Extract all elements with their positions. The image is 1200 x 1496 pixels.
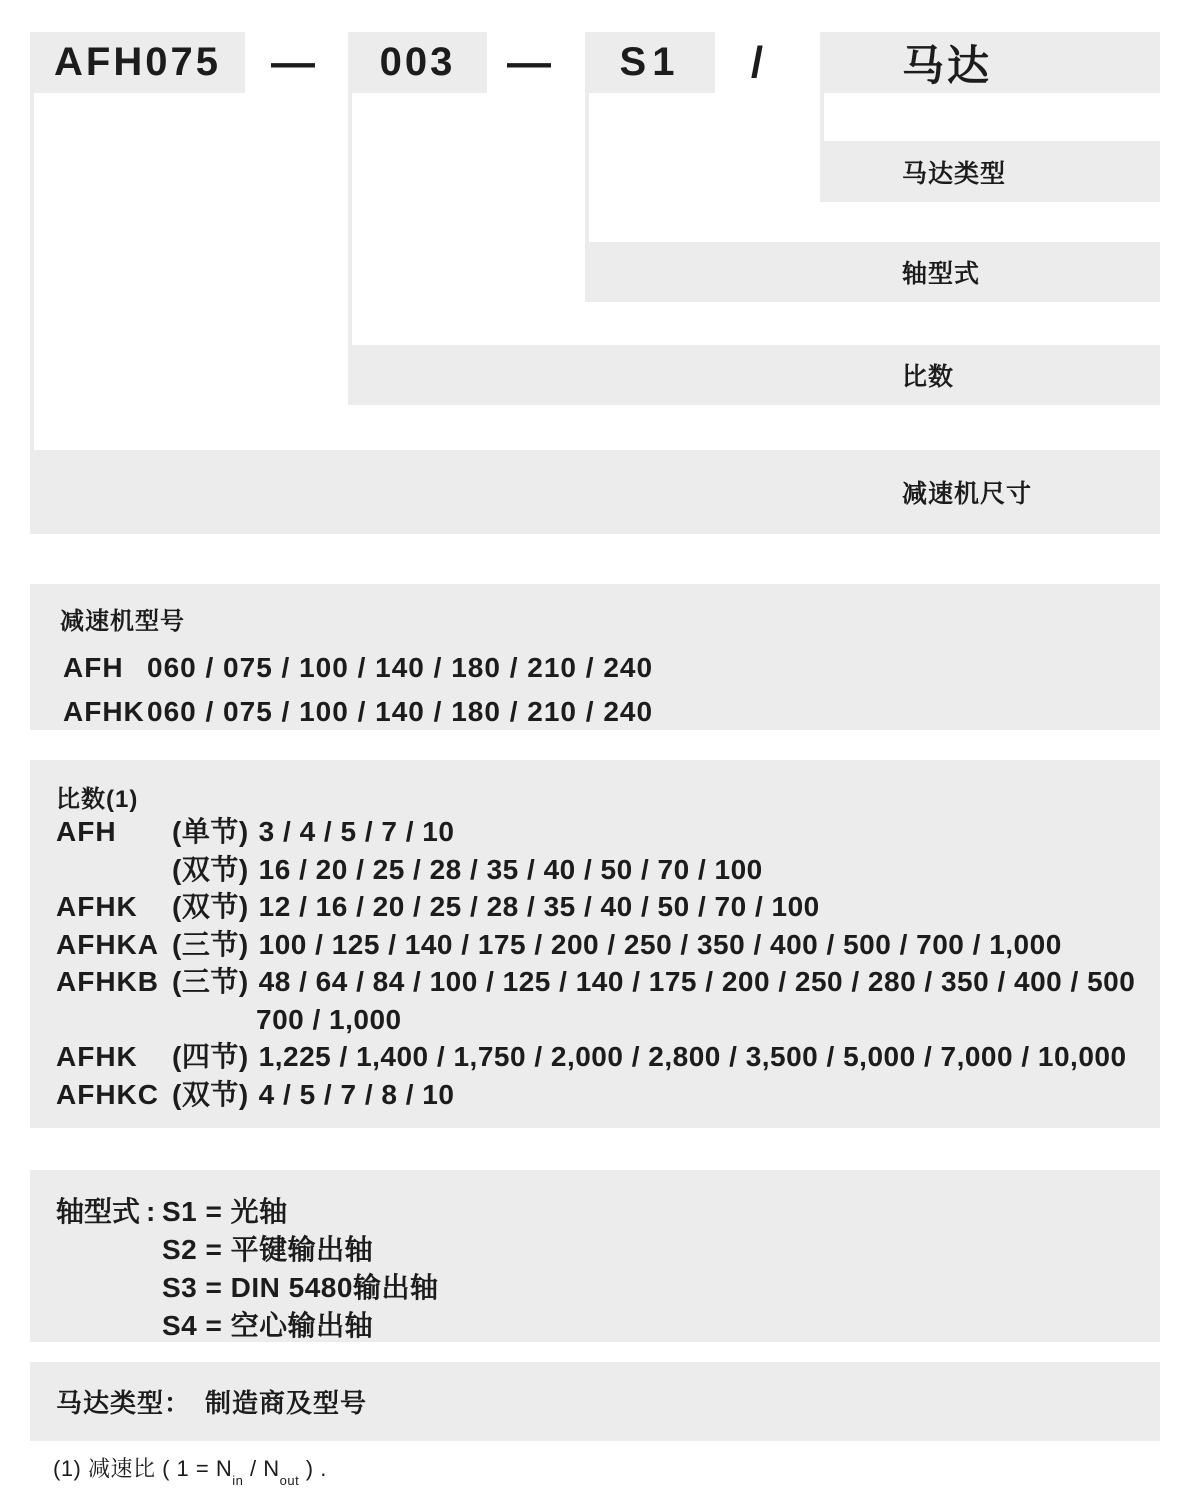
label-bar-motor-type [820,141,1160,202]
ratio-values: 48 / 64 / 84 / 100 / 125 / 140 / 175 / 200 / 250 / 280 / 350 / 400 / 500 [258,966,1136,997]
label-bar-ratio [348,345,1160,405]
ratio-row [30,1038,1160,1076]
subscript-in: in [232,1473,244,1489]
code-box-shaft-type [585,32,715,93]
ratio-row [30,813,1160,851]
model-row [30,694,1160,730]
code-separator-dash-2 [494,32,564,93]
label-frame-size: 减速机尺寸 [902,480,1033,508]
label-motor-type: 马达类型 [902,159,1007,188]
code-box-frame-size [30,32,245,93]
ratio-stage: (双节) [172,1079,249,1110]
connector-frame-size [30,93,34,450]
shaft-option: S4 = 空心输出轴 [162,1310,374,1341]
ratio-values: 16 / 20 / 25 / 28 / 35 / 40 / 50 / 70 / 100 [258,854,763,885]
shaft-option: S3 = DIN 5480输出轴 [162,1272,439,1303]
label-bar-shaft-type [585,242,1160,302]
ratio-series-name: AFH [56,816,117,847]
ratio-series-name: AFHKC [56,1079,159,1110]
ratio-stage: (三节) [172,966,249,997]
ratio-stage: (双节) [172,891,249,922]
shaft-row [30,1193,1160,1231]
shaft-colon: : [146,1196,156,1227]
motor-type-description: 制造商及型号 [205,1388,368,1418]
ratio-row [30,851,1160,889]
model-name: AFHK [63,696,145,727]
code-separator-dash-1 [258,32,328,93]
ratio-series-name: AFHK [56,1041,138,1072]
ratio-values: 12 / 16 / 20 / 25 / 28 / 35 / 40 / 50 / 70 / 100 [258,891,820,922]
ratio-values: 4 / 5 / 7 / 8 / 10 [258,1079,455,1110]
code-box-ratio [348,32,487,93]
ratio-row [30,963,1160,1001]
slash-text: / [750,37,764,87]
section-title-motor-type: 马达类型： [56,1388,192,1418]
dash-text: — [507,37,551,87]
ratio-stage: (三节) [172,929,249,960]
label-bar-frame-size [30,450,1160,534]
code-shaft-text: S1 [619,40,681,84]
section-title-reducer-model: 减速机型号 [60,608,185,635]
section-ratio [30,760,1160,1128]
model-values: 060 / 075 / 100 / 140 / 180 / 210 / 240 [147,652,654,683]
ratio-series-name: AFHKB [56,966,159,997]
footnote-ratio-definition: (1) 减速比 ( $1 = N_{in} / N_{out}$ ) . [53,1456,327,1489]
connector-shaft-type [585,92,589,242]
code-ratio-text: 003 [379,40,456,84]
label-shaft-type: 轴型式 [902,260,981,288]
ratio-values: 100 / 125 / 140 / 175 / 200 / 250 / 350 / 400 / 500 / 700 / 1,000 [258,929,1062,960]
shaft-row [30,1231,1160,1269]
subscript-out: out [279,1473,300,1489]
code-frame-size-text: AFH075 [54,40,221,84]
dash-text: — [271,37,315,87]
code-box-motor [820,32,1160,93]
ratio-values: 1,225 / 1,400 / 1,750 / 2,000 / 2,800 / 3,500 / 5,000 / 7,000 / 10,000 [258,1041,1127,1072]
ratio-row-continuation [30,1001,1160,1039]
ratio-row [30,926,1160,964]
section-shaft-type [30,1170,1160,1342]
model-name: AFH [63,652,124,683]
ratio-series-name: AFHK [56,891,138,922]
ratio-values: 3 / 4 / 5 / 7 / 10 [258,816,455,847]
code-motor-text: 马达 [902,41,993,89]
section-title-ratio: 比数(1) [56,786,139,813]
section-title-shaft-type: 轴型式 [56,1196,141,1227]
label-ratio: 比数 [902,363,955,391]
ratio-stage: (双节) [172,854,249,885]
connector-ratio [348,92,352,345]
shaft-row [30,1307,1160,1345]
section-reducer-model [30,584,1160,730]
shaft-row [30,1269,1160,1307]
ratio-stage: (四节) [172,1041,249,1072]
code-separator-slash [727,32,787,93]
section-motor-type [30,1362,1160,1441]
connector-motor-type [820,92,824,141]
ratio-stage: (单节) [172,816,249,847]
ratio-values: 700 / 1,000 [256,1004,402,1035]
model-row [30,650,1160,686]
ratio-row [30,1076,1160,1114]
ratio-row [30,888,1160,926]
shaft-option: S1 = 光轴 [162,1196,288,1227]
ratio-series-name: AFHKA [56,929,159,960]
shaft-option: S2 = 平键输出轴 [162,1234,374,1265]
model-values: 060 / 075 / 100 / 140 / 180 / 210 / 240 [147,696,654,727]
